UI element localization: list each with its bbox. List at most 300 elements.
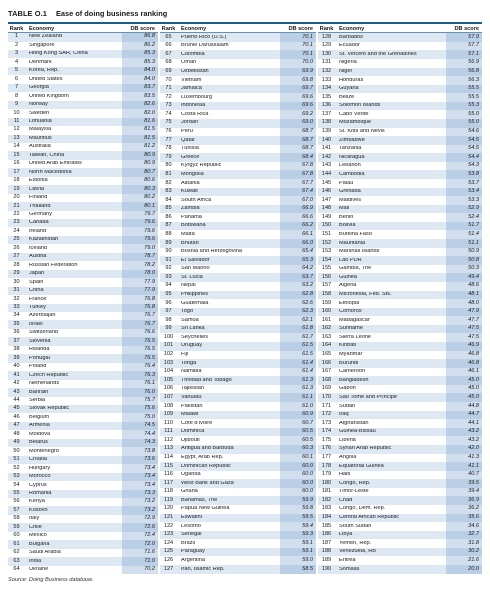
table-row — [160, 436, 316, 445]
score-cell: 46.1 — [446, 368, 482, 377]
economy-cell: Costa Rica — [181, 111, 209, 117]
table-row — [8, 329, 158, 337]
economy-cell: Malawi — [181, 412, 199, 418]
table-row — [318, 565, 482, 574]
score-cell: 65.4 — [280, 248, 316, 257]
rank-cell: 35 — [13, 320, 20, 327]
rank-cell: 36 — [13, 329, 20, 336]
score-cell: 66.2 — [280, 222, 316, 231]
rank-cell: 20 — [13, 194, 20, 201]
rank-cell: 175 — [321, 436, 332, 443]
table-row — [8, 532, 158, 540]
rank-cell: 116 — [164, 471, 173, 478]
score-header: DB score — [454, 25, 479, 32]
table-row — [318, 291, 482, 300]
economy-cell: Eritrea — [339, 557, 356, 563]
economy-cell: Tajikistan — [181, 386, 205, 392]
score-cell: 55.5 — [446, 85, 482, 94]
economy-cell: Tonga — [181, 360, 197, 366]
rank-cell: 86 — [165, 213, 172, 220]
rank-cell: 42 — [13, 380, 20, 387]
economy-cell: Kuwait — [181, 189, 198, 195]
score-cell: 75.0 — [122, 413, 158, 421]
score-cell: 76.4 — [122, 363, 158, 371]
rank-cell: 102 — [163, 351, 174, 358]
economy-cell: Oman — [181, 60, 197, 66]
rank-cell: 107 — [163, 393, 174, 400]
rank-cell: 189 — [321, 556, 332, 563]
table-row — [318, 359, 482, 368]
rank-cell: 174 — [321, 428, 332, 435]
economy-cell: Suriname — [339, 326, 363, 332]
table-row — [8, 67, 158, 75]
table-row — [8, 295, 158, 303]
score-cell: 60.0 — [280, 479, 316, 488]
table-row — [318, 522, 482, 531]
rank-cell: 125 — [163, 548, 174, 555]
economy-cell: Iran, Islamic Rep. — [181, 566, 225, 572]
table-row — [318, 419, 482, 428]
economy-cell: Madagascar — [339, 317, 370, 323]
economy-cell: Bangladesh — [339, 377, 369, 383]
score-cell: 66.0 — [280, 239, 316, 248]
economy-cell: Cyprus — [29, 482, 47, 488]
economy-cell: Burundi — [339, 360, 359, 366]
table-row — [8, 456, 158, 464]
economy-cell: Kenya — [29, 499, 45, 505]
table-row — [160, 119, 316, 128]
table-row — [160, 213, 316, 222]
economy-cell: United States — [29, 76, 63, 82]
rank-cell: 164 — [321, 342, 332, 349]
table-block-1 — [8, 25, 158, 574]
rank-cell: 14 — [13, 143, 20, 150]
rank-cell: 120 — [163, 505, 174, 512]
rank-cell: 15 — [13, 151, 20, 158]
score-cell: 50.8 — [446, 256, 482, 265]
rank-cell: 74 — [165, 110, 172, 117]
rank-cell: 67 — [165, 50, 172, 57]
rank-cell: 157 — [321, 282, 332, 289]
economy-cell: Norway — [29, 102, 48, 108]
table-row — [8, 405, 158, 413]
table-row — [160, 256, 316, 265]
economy-cell: Portugal — [29, 355, 50, 361]
table-row — [318, 556, 482, 565]
rank-cell: 34 — [13, 312, 20, 319]
rank-cell: 71 — [165, 85, 172, 92]
score-cell: 39.5 — [446, 479, 482, 488]
table-row — [8, 287, 158, 295]
table-row — [160, 248, 316, 257]
table-row — [318, 50, 482, 59]
table-title-bar — [8, 6, 482, 21]
table-row — [160, 368, 316, 377]
economy-cell: Algeria — [339, 283, 357, 289]
table-row — [318, 368, 482, 377]
economy-cell: Mauritius — [29, 135, 52, 141]
table-row — [8, 84, 158, 92]
rank-cell: 47 — [13, 422, 20, 429]
table-row — [8, 304, 158, 312]
rank-cell: 39 — [13, 354, 20, 361]
rank-cell: 99 — [165, 325, 172, 332]
rank-cell: 130 — [321, 50, 332, 57]
economy-header: Economy — [29, 25, 55, 32]
score-cell: 76.6 — [122, 329, 158, 337]
rank-cell: 177 — [321, 454, 332, 460]
rank-cell: 87 — [165, 222, 172, 229]
rank-cell: 176 — [321, 445, 332, 452]
table-row — [160, 188, 316, 197]
rank-cell: 119 — [164, 496, 173, 503]
score-cell: 48.1 — [446, 291, 482, 300]
rank-cell: 24 — [13, 227, 20, 234]
rank-cell: 185 — [321, 522, 332, 529]
table-row — [318, 505, 482, 514]
rank-cell: 4 — [14, 58, 19, 65]
rank-cell: 181 — [321, 488, 332, 495]
rank-cell: 66 — [165, 42, 172, 49]
score-cell: 69.0 — [280, 119, 316, 128]
score-cell: 70.1 — [280, 33, 316, 42]
rank-cell: 2 — [14, 41, 19, 48]
rank-cell: 146 — [321, 188, 332, 195]
table-row — [160, 230, 316, 239]
economy-cell: Morocco — [29, 474, 51, 480]
table-row — [8, 151, 158, 159]
table-row — [8, 211, 158, 219]
rank-cell: 94 — [165, 282, 172, 289]
rank-cell: 31 — [13, 287, 20, 294]
score-cell: 76.5 — [122, 354, 158, 362]
rank-cell: 45 — [13, 405, 20, 412]
economy-cell: Pakistan — [181, 403, 203, 409]
table-row — [318, 316, 482, 325]
table-row — [8, 126, 158, 134]
table-row — [318, 145, 482, 154]
economy-cell: Latvia — [29, 186, 44, 192]
economy-cell: Papua New Guinea — [181, 506, 230, 512]
table-row — [318, 351, 482, 360]
table-row — [160, 145, 316, 154]
economy-cell: Samoa — [181, 317, 199, 323]
rank-cell: 143 — [321, 162, 332, 169]
score-cell: 80.9 — [122, 160, 158, 168]
table-row — [318, 479, 482, 488]
score-cell: 61.0 — [280, 402, 316, 411]
score-cell: 69.8 — [280, 76, 316, 85]
rank-cell: 17 — [13, 168, 20, 175]
rank-cell: 58 — [13, 515, 20, 522]
table-row — [318, 76, 482, 85]
economy-cell: Myanmar — [339, 352, 363, 358]
score-cell: 51.7 — [446, 222, 482, 231]
economy-cell: Bahamas, The — [181, 497, 218, 503]
rank-cell: 180 — [321, 479, 332, 486]
table-row — [8, 202, 158, 210]
economy-cell: Luxembourg — [181, 94, 213, 100]
table-row — [8, 447, 158, 455]
economy-cell: United Arab Emirates — [29, 161, 82, 167]
economy-cell: Nicaragua — [339, 154, 365, 160]
economy-cell: Zimbabwe — [339, 137, 365, 143]
table-row — [160, 59, 316, 68]
score-cell: 31.8 — [446, 539, 482, 548]
rank-cell: 68 — [165, 59, 172, 66]
rank-cell: 187 — [321, 539, 332, 546]
rank-cell: 114 — [164, 454, 173, 460]
rank-cell: 38 — [13, 346, 20, 353]
economy-cell: North Macedonia — [29, 169, 72, 175]
score-cell: 60.0 — [280, 471, 316, 480]
economy-cell: Congo, Dem. Rep. — [339, 506, 386, 512]
table-row — [318, 514, 482, 523]
rank-cell: 61 — [13, 540, 20, 547]
rank-cell: 91 — [165, 256, 172, 263]
score-cell: 51.1 — [446, 239, 482, 248]
economy-cell: El Salvador — [181, 257, 210, 263]
economy-cell: Serbia — [29, 397, 46, 403]
rank-cell: 147 — [321, 196, 332, 203]
score-cell: 62.8 — [280, 291, 316, 300]
rank-cell: 53 — [13, 473, 20, 480]
rank-cell: 98 — [165, 316, 172, 323]
score-cell: 72.0 — [122, 540, 158, 548]
rank-cell: 75 — [165, 119, 172, 126]
table-row — [160, 136, 316, 145]
rank-cell: 131 — [321, 59, 332, 66]
economy-cell: Tunisia — [181, 146, 199, 152]
score-cell: 77.9 — [122, 287, 158, 295]
economy-cell: Honduras — [339, 77, 364, 83]
table-row — [160, 462, 316, 471]
rank-cell: 64 — [13, 566, 20, 573]
score-cell: 46.8 — [446, 359, 482, 368]
score-cell: 34.6 — [446, 522, 482, 531]
score-cell: 80.2 — [122, 194, 158, 202]
score-cell: 61.1 — [280, 393, 316, 402]
rank-cell: 26 — [13, 244, 20, 251]
economy-cell: Maldives — [339, 197, 362, 203]
rank-cell: 103 — [163, 359, 174, 366]
table-row — [8, 371, 158, 379]
table-row — [8, 160, 158, 168]
rank-cell: 179 — [321, 471, 332, 478]
rank-cell: 111 — [164, 428, 173, 435]
table-row — [160, 565, 316, 574]
score-cell: 40.7 — [446, 471, 482, 480]
score-cell: 79.6 — [122, 236, 158, 244]
economy-cell: Ukraine — [29, 567, 49, 573]
rank-cell: 104 — [163, 368, 174, 375]
rank-cell: 78 — [165, 145, 172, 152]
score-cell: 59.1 — [280, 548, 316, 557]
table-row — [8, 253, 158, 261]
table-row — [318, 256, 482, 265]
economy-cell: Australia — [29, 144, 51, 150]
economy-cell: China — [29, 288, 44, 294]
table-row — [318, 110, 482, 119]
table-row — [160, 428, 316, 437]
score-cell: 63.2 — [280, 282, 316, 291]
score-cell: 83.7 — [122, 84, 158, 92]
rank-cell: 10 — [13, 109, 20, 116]
score-cell: 59.4 — [280, 522, 316, 531]
rank-cell: 57 — [13, 506, 20, 513]
table-row — [318, 308, 482, 317]
table-row — [318, 539, 482, 548]
economy-cell: Malta — [181, 231, 195, 237]
economy-cell: Chad — [339, 497, 353, 503]
table-row — [318, 59, 482, 68]
score-cell: 71.6 — [122, 549, 158, 557]
table-row — [160, 419, 316, 428]
economy-cell: Hungary — [29, 465, 51, 471]
rank-cell: 9 — [14, 101, 19, 108]
rank-cell: 133 — [321, 76, 332, 83]
rank-cell: 144 — [321, 170, 332, 177]
economy-cell: Nigeria — [339, 60, 357, 66]
table-row — [8, 236, 158, 244]
economy-cell: Haiti — [339, 472, 351, 478]
table-block-2 — [160, 25, 316, 574]
economy-cell: Netherlands — [29, 381, 60, 387]
score-cell: 81.5 — [122, 126, 158, 134]
economy-cell: Austria — [29, 254, 47, 260]
economy-cell: Iraq — [339, 412, 349, 418]
score-cell: 69.6 — [280, 102, 316, 111]
economy-cell: Tanzania — [339, 146, 362, 152]
table-row — [8, 523, 158, 531]
score-cell: 85.3 — [122, 50, 158, 58]
rank-cell: 48 — [13, 430, 20, 437]
table-row — [160, 239, 316, 248]
score-cell: 48.6 — [446, 282, 482, 291]
score-cell: 53.3 — [446, 196, 482, 205]
rank-cell: 115 — [164, 462, 173, 469]
score-cell: 46.8 — [446, 351, 482, 360]
score-cell: 73.2 — [122, 506, 158, 514]
table-row — [160, 291, 316, 300]
rank-cell: 106 — [163, 385, 174, 392]
economy-cell: South Africa — [181, 197, 212, 203]
table-row — [318, 411, 482, 420]
table-row — [318, 393, 482, 402]
score-cell: 84.0 — [122, 75, 158, 83]
score-cell: 75.7 — [122, 397, 158, 405]
table-row — [160, 102, 316, 111]
table-row — [8, 430, 158, 438]
rank-cell: 28 — [13, 261, 20, 268]
economy-cell: Ecuador — [339, 43, 360, 49]
table-row — [318, 179, 482, 188]
rank-cell: 105 — [163, 376, 174, 383]
score-cell: 55.0 — [446, 119, 482, 128]
economy-cell: Venezuela, RB — [339, 549, 377, 555]
economy-cell: Guyana — [339, 86, 359, 92]
rank-cell: 3 — [14, 50, 19, 57]
score-cell: 54.4 — [446, 153, 482, 162]
score-cell: 80.6 — [122, 177, 158, 185]
economy-cell: Libya — [339, 532, 353, 538]
table-row — [8, 557, 158, 565]
economy-cell: São Tomé and Príncipe — [339, 394, 398, 400]
rank-cell: 89 — [165, 239, 172, 246]
table-row — [318, 385, 482, 394]
score-cell: 53.8 — [446, 170, 482, 179]
score-header: DB score — [288, 25, 313, 32]
rank-cell: 76 — [165, 128, 172, 135]
economy-cell: Denmark — [29, 59, 52, 65]
economy-cell: Mexico — [29, 533, 47, 539]
table-row — [318, 548, 482, 557]
rank-cell: 167 — [321, 368, 332, 375]
economy-cell: Yemen, Rep. — [339, 540, 372, 546]
economy-cell: Syrian Arab Republic — [339, 446, 392, 452]
score-cell: 84.0 — [122, 67, 158, 75]
score-cell: 82.6 — [122, 101, 158, 109]
table-row — [318, 436, 482, 445]
rank-cell: 155 — [321, 265, 332, 272]
table-row — [8, 50, 158, 58]
rank-cell: 100 — [163, 333, 174, 340]
economy-cell: West Bank and Gaza — [181, 480, 234, 486]
score-cell: 35.6 — [446, 514, 482, 523]
score-cell: 53.4 — [446, 188, 482, 197]
economy-cell: Afghanistan — [339, 420, 369, 426]
table-row — [160, 479, 316, 488]
score-cell: 59.8 — [280, 505, 316, 514]
score-cell: 59.1 — [280, 539, 316, 548]
score-cell: 70.0 — [280, 59, 316, 68]
rank-cell: 160 — [321, 308, 332, 315]
economy-cell: Poland — [29, 364, 47, 370]
economy-cell: Ethiopia — [339, 300, 360, 306]
table-row — [8, 549, 158, 557]
rank-cell: 112 — [164, 436, 173, 443]
score-cell: 78.7 — [122, 253, 158, 261]
table-row — [318, 153, 482, 162]
score-cell: 73.6 — [122, 456, 158, 464]
score-cell: 67.0 — [280, 196, 316, 205]
score-cell: 66.6 — [280, 213, 316, 222]
economy-cell: Thailand — [29, 203, 51, 209]
economy-cell: Singapore — [29, 42, 55, 48]
table-row — [318, 488, 482, 497]
rank-cell: 93 — [165, 273, 172, 280]
score-cell: 76.5 — [122, 346, 158, 354]
rank-cell: 166 — [321, 359, 332, 366]
rank-cell: 109 — [163, 411, 174, 418]
score-cell: 83.5 — [122, 92, 158, 100]
table-row — [160, 359, 316, 368]
economy-cell: Montenegro — [29, 448, 59, 454]
score-cell: 56.9 — [446, 59, 482, 68]
table-row — [8, 422, 158, 430]
economy-cell: Chile — [29, 524, 42, 530]
table-row — [160, 454, 316, 463]
table-header — [160, 25, 316, 33]
score-cell: 59.9 — [280, 496, 316, 505]
economy-cell: Uganda — [181, 472, 201, 478]
rank-header: Rank — [9, 25, 24, 32]
rank-cell: 126 — [163, 556, 174, 563]
rank-cell: 27 — [13, 253, 20, 260]
table-row — [8, 101, 158, 109]
score-cell: 30.2 — [446, 548, 482, 557]
score-cell: 41.1 — [446, 462, 482, 471]
